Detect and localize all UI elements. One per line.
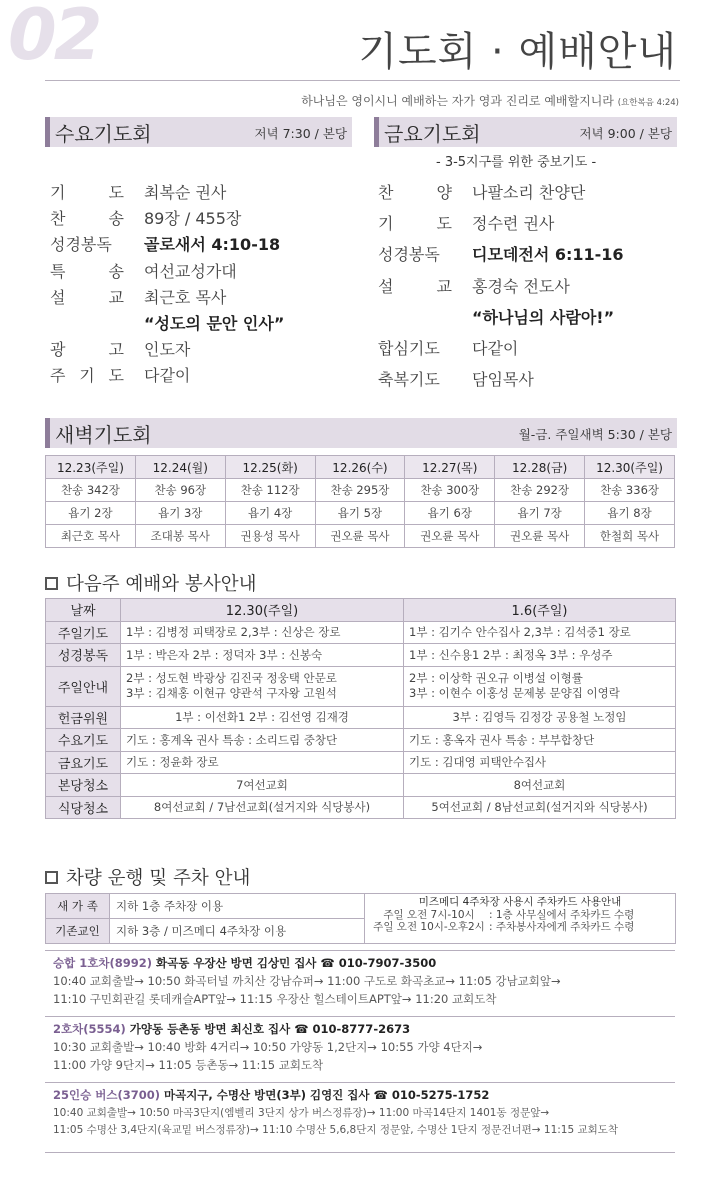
bus-route — [45, 1082, 675, 1137]
service-row — [46, 666, 676, 706]
service-label: 식당청소 — [46, 796, 121, 819]
service-value: 8여선교회 / 7남선교회(설거지와 식당봉사) — [121, 796, 404, 819]
dawn-cell: 권오륜 목사 — [495, 525, 585, 548]
service-value: 기도 : 홍옥자 권사 특송 : 부부합창단 — [404, 729, 676, 752]
dawn-cell: 욥기 2장 — [46, 502, 136, 525]
dawn-cell: 찬송 342장 — [46, 479, 136, 502]
service-row — [46, 751, 676, 774]
dawn-cell: 찬송 96장 — [135, 479, 225, 502]
service-value: 7여선교회 — [121, 774, 404, 797]
program-value: “하나님의 사람아!” — [472, 307, 615, 327]
parking-value: 지하 1층 주차장 이용 — [110, 894, 365, 919]
service-label: 주일안내 — [46, 666, 121, 706]
program-label-char: 특 — [50, 261, 66, 281]
program-label-char: 찬 — [378, 183, 394, 202]
parking-value: 지하 3층 / 미즈메디 4주차장 이용 — [110, 919, 365, 944]
service-value: 기도 : 홍계옥 권사 특송 : 소리드림 중창단 — [121, 729, 404, 752]
program-label — [50, 259, 124, 282]
program-value: 골로새서 4:10-18 — [144, 235, 281, 255]
program-label-char: 양 — [436, 183, 452, 202]
service-value: 1부 : 김병정 피택장로 2,3부 : 신상은 장로 — [121, 621, 404, 644]
program-label — [378, 180, 452, 203]
bus-schedule-line: 10:30 교회출발→ 10:40 방화 4거리→ 10:50 가양동 1,2단지→ 10:55 가양 4단지→ — [53, 1040, 483, 1054]
dawn-cell: 찬송 112장 — [225, 479, 315, 502]
dawn-cell: 12.27(목) — [405, 456, 495, 479]
service-row — [46, 621, 676, 644]
program-value: 89장 / 455장 — [144, 209, 242, 229]
service-line: 2부 : 성도현 박광상 김진국 정웅택 안문로 — [126, 671, 337, 685]
parking-card-title: 미즈메디 4주차장 사용시 주차카드 사용안내 — [418, 896, 622, 908]
bus-schedule-line: 11:05 수명산 3,4단지(육교밑 버스정류장)→ 11:10 수명산 5,6,8단지 정문앞, 수명산 1단지 정문건너편→ 11:15 교회도착 — [53, 1124, 619, 1136]
program-value: 나팔소리 찬양단 — [472, 183, 586, 202]
parking-card-desc: : 주차봉사자에게 주차카드 수령 — [489, 921, 635, 933]
bus-schedule-line: 11:10 구민회관길 롯데캐슬APT앞→ 11:15 우장산 힐스테이트APT앞→ 11:20 교회도착 — [53, 992, 497, 1006]
program-label-char: 교 — [436, 276, 452, 296]
dawn-cell: 최근호 목사 — [46, 525, 136, 548]
dawn-row-hymns — [46, 479, 675, 502]
service-value: 1부 : 신수용1 2부 : 최정옥 3부 : 우성주 — [404, 644, 676, 667]
service-row — [46, 796, 676, 819]
service-value: 기도 : 김대영 피택안수집사 — [404, 751, 676, 774]
service-value: 기도 : 정윤화 장로 — [121, 751, 404, 774]
program-label — [50, 337, 124, 360]
service-value — [121, 666, 404, 706]
service-header-cell: 날짜 — [46, 599, 121, 622]
service-value: 3부 : 김영득 김정강 공용철 노정임 — [404, 706, 676, 729]
dawn-cell: 찬송 336장 — [585, 479, 675, 502]
service-schedule-table — [45, 598, 676, 819]
program-value: 인도자 — [144, 340, 191, 360]
bus-route — [45, 950, 675, 1007]
service-value: 1부 : 김기수 안수집사 2,3부 : 김석중1 장로 — [404, 621, 676, 644]
program-label-char: 도 — [436, 214, 452, 234]
service-label: 헌금위원 — [46, 706, 121, 729]
parking-row — [46, 894, 676, 919]
program-value: 최복순 권사 — [144, 183, 227, 202]
program-value: “성도의 문안 인사” — [144, 314, 285, 333]
dawn-cell: 찬송 295장 — [315, 479, 405, 502]
program-label — [378, 211, 452, 234]
program-label-char: 기 — [79, 366, 95, 386]
next-week-heading — [45, 570, 256, 596]
vehicle-heading — [45, 864, 250, 890]
program-label-char: 광 — [50, 340, 66, 360]
program-label — [378, 274, 452, 297]
program-value: 다같이 — [144, 366, 191, 386]
service-value: 8여선교회 — [404, 774, 676, 797]
friday-header — [374, 117, 677, 147]
dawn-cell: 찬송 300장 — [405, 479, 495, 502]
page-title: 기도회 · 예배안내 — [358, 29, 677, 75]
dawn-row-readings — [46, 502, 675, 525]
program-label-char: 기 — [378, 214, 394, 234]
dawn-header — [45, 418, 677, 448]
bus-schedule-line: 11:00 가양 9단지→ 11:05 등촌동→ 11:15 교회도착 — [53, 1058, 324, 1072]
verse — [301, 92, 679, 109]
service-line: 3부 : 이현수 이홍성 문제봉 문양집 이영락 — [409, 686, 620, 700]
service-line: 2부 : 이상학 권오규 이병설 이형률 — [409, 671, 583, 685]
dawn-cell: 조대봉 목사 — [135, 525, 225, 548]
parking-label: 새 가 족 — [46, 894, 110, 919]
program-value: 디모데전서 6:11-16 — [472, 245, 624, 265]
service-value: 5여선교회 / 8남선교회(설거지와 식당봉사) — [404, 796, 676, 819]
dawn-cell: 욥기 8장 — [585, 502, 675, 525]
parking-table — [45, 893, 676, 944]
checkbox-square-icon — [45, 871, 58, 884]
bus-name: 25인승 버스(3700) — [53, 1088, 160, 1102]
program-label-char: 송 — [108, 261, 124, 281]
dawn-cell: 권오륜 목사 — [405, 525, 495, 548]
service-label: 본당청소 — [46, 774, 121, 797]
bus-name: 2호차(5554) — [53, 1022, 126, 1036]
friday-title: 금요기도회 — [384, 122, 481, 146]
bus-info: 화곡동 우장산 방면 김상민 집사 ☎ 010-7907-3500 — [155, 956, 437, 970]
program-value: 다같이 — [472, 339, 519, 358]
dawn-row-dates — [46, 456, 675, 479]
service-header-cell: 12.30(주일) — [121, 599, 404, 622]
bus-schedule-line: 10:40 교회출발→ 10:50 화곡터널 까치산 강남슈퍼→ 11:00 구도로 화곡초교→ 11:05 강남교회앞→ — [53, 974, 561, 988]
dawn-cell: 욥기 6장 — [405, 502, 495, 525]
service-line: 3부 : 김채홍 이현규 양관석 구자왕 고원석 — [126, 686, 337, 700]
program-label-char: 교 — [108, 287, 124, 307]
friday-time: 저녁 9:00 / 본당 — [579, 126, 672, 141]
service-value — [404, 666, 676, 706]
program-label — [50, 206, 124, 229]
bus-route — [45, 1016, 675, 1073]
program-label-char: 도 — [108, 366, 124, 386]
bus-route-title — [53, 1021, 675, 1037]
bus-schedule-line: 10:40 교회출발→ 10:50 마곡3단지(엠벨리 3단지 상가 버스정류장)→ 11:00 마곡14단지 1401동 정문앞→ — [53, 1107, 550, 1119]
dawn-cell: 12.30(주일) — [585, 456, 675, 479]
vehicle-title: 차량 운행 및 주차 안내 — [66, 868, 251, 889]
dawn-cell: 12.23(주일) — [46, 456, 136, 479]
program-label-char: 고 — [108, 340, 124, 360]
parking-label: 기존교인 — [46, 919, 110, 944]
dawn-cell: 욥기 7장 — [495, 502, 585, 525]
program-label — [378, 336, 452, 359]
program-label — [378, 242, 452, 265]
dawn-cell: 12.28(금) — [495, 456, 585, 479]
program-value: 담임목사 — [472, 370, 534, 390]
bus-route-title — [53, 1087, 675, 1103]
program-label — [50, 232, 124, 255]
service-header-row — [46, 599, 676, 622]
program-value: 정수련 권사 — [472, 214, 555, 234]
wednesday-title: 수요기도회 — [55, 122, 152, 146]
verse-reference: (요한복음 4:24) — [617, 98, 679, 108]
program-label-char: 축복기도 — [378, 370, 440, 390]
wednesday-time: 저녁 7:30 / 본당 — [254, 126, 347, 141]
program-label-char: 합심기도 — [378, 339, 440, 358]
service-value: 1부 : 박은자 2부 : 정덕자 3부 : 신봉숙 — [121, 644, 404, 667]
program-label — [378, 367, 452, 390]
parking-card-time: 주일 오전 7시-10시 — [383, 908, 475, 921]
service-label: 수요기도 — [46, 729, 121, 752]
program-label-char: 설 — [50, 287, 66, 307]
program-value: 최근호 목사 — [144, 287, 227, 307]
service-row — [46, 706, 676, 729]
service-row — [46, 774, 676, 797]
bus-route-title — [53, 955, 675, 971]
bus-info: 가양동 등촌동 방면 최신호 집사 ☎ 010-8777-2673 — [129, 1022, 411, 1036]
dawn-cell: 12.26(수) — [315, 456, 405, 479]
dawn-cell: 욥기 4장 — [225, 502, 315, 525]
program-label-char: 성경봉독 — [378, 245, 440, 265]
dawn-cell: 권용성 목사 — [225, 525, 315, 548]
verse-text: 하나님은 영이시니 예배하는 자가 영과 진리로 예배할지니라 — [301, 94, 614, 108]
program-label-char: 기 — [50, 183, 66, 202]
bus-name: 승합 1호차(8992) — [53, 956, 152, 970]
bottom-divider — [45, 1152, 675, 1153]
next-week-title: 다음주 예배와 봉사안내 — [66, 574, 257, 595]
program-value: 홍경숙 전도사 — [472, 276, 570, 296]
page-number: 02 — [8, 0, 100, 76]
service-label: 성경봉독 — [46, 644, 121, 667]
friday-subtitle: - 3-5지구를 위한 중보기도 - — [436, 155, 597, 170]
program-label — [50, 180, 124, 203]
parking-card-time: 주일 오전 10시-오후2시 — [373, 921, 485, 933]
dawn-cell: 12.25(화) — [225, 456, 315, 479]
parking-card-desc: : 1층 사무실에서 주차카드 수령 — [489, 908, 635, 921]
program-label — [50, 363, 124, 386]
program-label-char: 도 — [108, 183, 124, 202]
dawn-time: 월-금. 주일새벽 5:30 / 본당 — [518, 427, 672, 442]
service-row — [46, 644, 676, 667]
service-label: 금요기도 — [46, 751, 121, 774]
program-label-char: 설 — [378, 276, 394, 296]
dawn-cell: 12.24(월) — [135, 456, 225, 479]
program-label-char: 성경봉독 — [50, 235, 112, 255]
dawn-schedule-table — [45, 455, 675, 548]
program-label-char: 송 — [108, 209, 124, 229]
service-value: 1부 : 이선화1 2부 : 김선영 김재경 — [121, 706, 404, 729]
title-divider — [45, 80, 680, 81]
service-label: 주일기도 — [46, 621, 121, 644]
checkbox-square-icon — [45, 577, 58, 590]
dawn-cell: 권오륜 목사 — [315, 525, 405, 548]
dawn-cell: 욥기 3장 — [135, 502, 225, 525]
dawn-cell: 한철희 목사 — [585, 525, 675, 548]
service-row — [46, 729, 676, 752]
service-header-cell: 1.6(주일) — [404, 599, 676, 622]
parking-card-info — [365, 894, 676, 944]
program-value: 여선교성가대 — [144, 261, 237, 281]
dawn-cell: 찬송 292장 — [495, 479, 585, 502]
program-label — [50, 285, 124, 308]
bus-info: 마곡지구, 수명산 방면(3부) 김영진 집사 ☎ 010-5275-1752 — [163, 1088, 490, 1102]
program-label-char: 찬 — [50, 209, 66, 229]
dawn-cell: 욥기 5장 — [315, 502, 405, 525]
wednesday-header — [45, 117, 352, 147]
program-label-char: 주 — [50, 366, 66, 386]
dawn-row-leaders — [46, 525, 675, 548]
dawn-title: 새벽기도회 — [55, 423, 152, 447]
